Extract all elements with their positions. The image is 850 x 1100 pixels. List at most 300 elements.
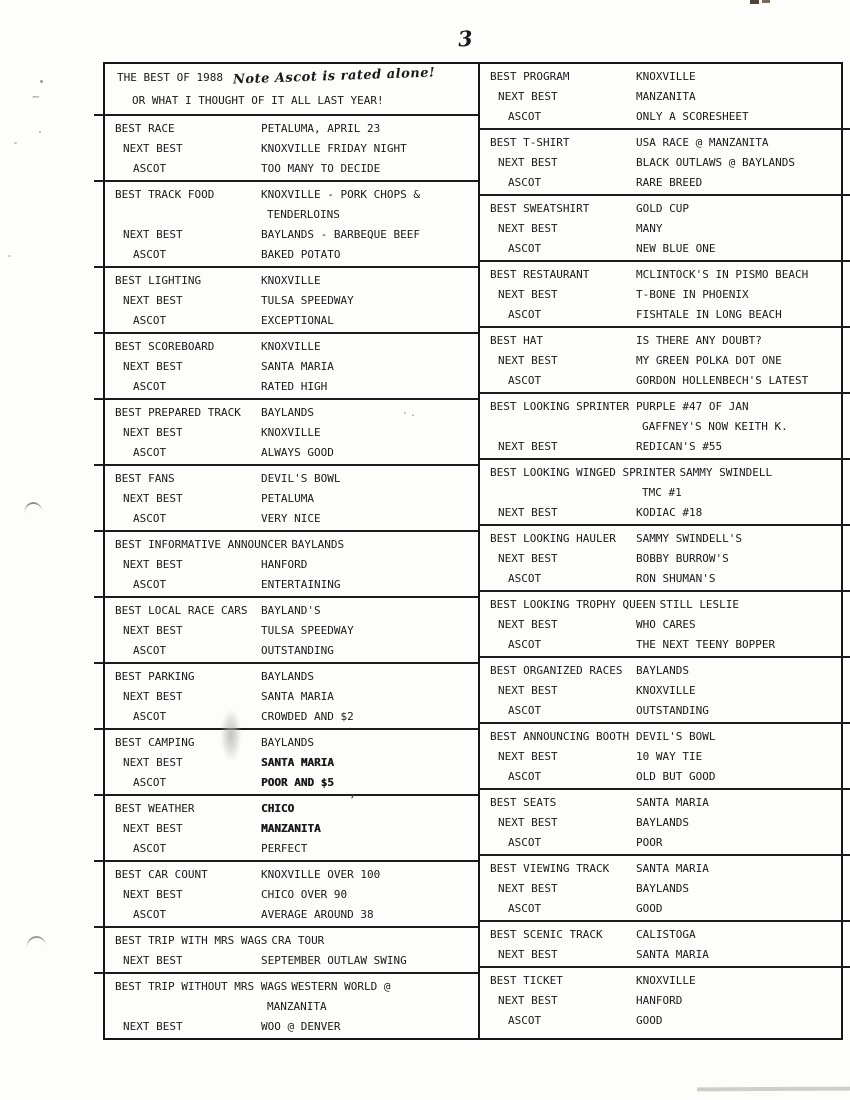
- category-section: [480, 326, 841, 392]
- row-label: NEXT BEST: [123, 425, 183, 439]
- entry-row: [105, 904, 478, 924]
- entry-row: [480, 238, 841, 258]
- category-section: [105, 794, 478, 860]
- row-value: MANZANITA: [267, 999, 327, 1013]
- entry-row: [480, 614, 841, 634]
- entry-row: [105, 376, 478, 396]
- category-row: [480, 528, 841, 548]
- category-section: [480, 590, 841, 656]
- row-label: BEST LOOKING HAULER: [490, 531, 616, 545]
- row-label: NEXT BEST: [498, 89, 558, 103]
- scan-shadow-line: [697, 1087, 850, 1092]
- row-label: NEXT BEST: [123, 557, 183, 571]
- entry-row: [480, 152, 841, 172]
- row-value: DEVIL'S BOWL: [261, 471, 341, 485]
- margin-pen-arc: [25, 935, 46, 950]
- best-of-1988-table: [103, 62, 843, 1040]
- category-section: [480, 788, 841, 854]
- row-value: RON SHUMAN'S: [636, 571, 716, 585]
- row-value: DEVIL'S BOWL: [636, 729, 716, 743]
- entry-row: [105, 884, 478, 904]
- category-section: [105, 180, 478, 266]
- category-row: [105, 600, 478, 620]
- row-label: NEXT BEST: [498, 287, 558, 301]
- row-label: BEST PROGRAM: [490, 69, 570, 83]
- entry-row: [480, 898, 841, 918]
- entry-row: [105, 640, 478, 660]
- row-value: SANTA MARIA: [261, 689, 334, 703]
- entry-row: [105, 442, 478, 462]
- category-section: [480, 656, 841, 722]
- entry-row: [105, 224, 478, 244]
- entry-row: [480, 568, 841, 588]
- corner-ink-mark: [750, 0, 759, 4]
- category-row: [105, 864, 478, 884]
- row-value: VERY NICE: [261, 511, 321, 525]
- row-label: NEXT BEST: [498, 353, 558, 367]
- row-label: ASCOT: [508, 109, 542, 123]
- row-label: BEST TRIP WITHOUT MRS WAGS: [115, 979, 288, 993]
- row-label: BEST SWEATSHIRT: [490, 201, 590, 215]
- category-section: [480, 458, 841, 524]
- row-label: BEST ORGANIZED RACES: [490, 663, 623, 677]
- category-section: [480, 64, 841, 128]
- row-label: BEST HAT: [490, 333, 543, 347]
- row-label: BEST RACE: [115, 121, 175, 135]
- row-value: BLACK OUTLAWS @ BAYLANDS: [636, 155, 795, 169]
- row-label: NEXT BEST: [123, 293, 183, 307]
- entry-row: [480, 502, 841, 522]
- row-value: WHO CARES: [636, 617, 696, 631]
- category-row: [480, 198, 841, 218]
- row-label: NEXT BEST: [123, 821, 183, 835]
- row-value: BAYLANDS: [261, 669, 314, 683]
- stray-comma-mark: ,: [349, 786, 357, 800]
- row-value: BAYLANDS - BARBEQUE BEEF: [261, 227, 420, 241]
- row-value: THE NEXT TEENY BOPPER: [636, 637, 776, 651]
- category-row: [105, 930, 478, 950]
- row-label: NEXT BEST: [498, 439, 558, 453]
- row-value: BAKED POTATO: [261, 247, 341, 261]
- row-label: ASCOT: [133, 577, 167, 591]
- row-value: ALWAYS GOOD: [261, 445, 334, 459]
- category-section: [105, 464, 478, 530]
- row-label: ASCOT: [133, 709, 167, 723]
- row-value: KNOXVILLE: [261, 339, 321, 353]
- row-label: ASCOT: [133, 379, 167, 393]
- row-value: BAYLANDS: [636, 815, 689, 829]
- row-label: BEST WEATHER: [115, 801, 195, 815]
- category-section: [105, 926, 478, 972]
- entry-row: [480, 304, 841, 324]
- category-section: [480, 524, 841, 590]
- category-section: [105, 398, 478, 464]
- margin-speck: [40, 80, 43, 83]
- row-label: BEST TRACK FOOD: [115, 187, 215, 201]
- margin-speck: [14, 142, 17, 144]
- row-label: ASCOT: [133, 511, 167, 525]
- row-label: NEXT BEST: [123, 141, 183, 155]
- entry-row: [105, 204, 478, 224]
- row-value: TOO MANY TO DECIDE: [261, 161, 381, 175]
- row-label: ASCOT: [508, 703, 542, 717]
- row-value: MANZANITA: [636, 89, 696, 103]
- entry-row: [105, 686, 478, 706]
- row-label: NEXT BEST: [498, 881, 558, 895]
- entry-row: [105, 244, 478, 264]
- entry-row: [105, 290, 478, 310]
- row-value: BOBBY BURROW'S: [636, 551, 729, 565]
- entry-row: [480, 1010, 841, 1030]
- table-left-column: [105, 64, 480, 1038]
- row-value: OUTSTANDING: [636, 703, 709, 717]
- category-row: [480, 462, 841, 482]
- category-section: [105, 266, 478, 332]
- category-row: [105, 468, 478, 488]
- entry-row: [105, 138, 478, 158]
- category-row: [105, 976, 478, 996]
- margin-tilde-mark: ∼: [31, 89, 41, 106]
- row-label: ASCOT: [508, 373, 542, 387]
- entry-row: [105, 508, 478, 528]
- entry-row: [480, 766, 841, 786]
- row-label: NEXT BEST: [123, 623, 183, 637]
- row-value: WOO @ DENVER: [261, 1019, 341, 1033]
- row-value: CHICO: [261, 801, 295, 815]
- row-value: SAMMY SWINDELL: [679, 465, 773, 479]
- category-row: [105, 666, 478, 686]
- row-label: NEXT BEST: [498, 617, 558, 631]
- row-label: BEST TRIP WITH MRS WAGS: [115, 933, 268, 947]
- entry-row: [105, 574, 478, 594]
- row-value: KODIAC #18: [636, 505, 703, 519]
- category-row: [105, 270, 478, 290]
- row-value: REDICAN'S #55: [636, 439, 723, 453]
- row-value: TMC #1: [642, 485, 682, 499]
- row-value: PERFECT: [261, 841, 308, 855]
- row-value: FISHTALE IN LONG BEACH: [636, 307, 782, 321]
- row-value: STILL LESLIE: [659, 597, 740, 611]
- row-value: MCLINTOCK'S IN PISMO BEACH: [636, 267, 809, 281]
- row-value: SANTA MARIA: [261, 359, 334, 373]
- row-label: ASCOT: [133, 445, 167, 459]
- row-value: SANTA MARIA: [636, 795, 709, 809]
- ink-smudge: [221, 710, 241, 760]
- row-label: BEST SCOREBOARD: [115, 339, 215, 353]
- entry-row: [480, 350, 841, 370]
- row-value: OUTSTANDING: [261, 643, 334, 657]
- entry-row: [105, 818, 478, 838]
- category-section: [105, 596, 478, 662]
- row-value: PETALUMA, APRIL 23: [261, 121, 381, 135]
- row-value: IS THERE ANY DOUBT?: [636, 333, 762, 347]
- row-label: BEST T-SHIRT: [490, 135, 570, 149]
- row-label: BEST INFORMATIVE ANNOUNCER: [115, 537, 288, 551]
- row-value: SAMMY SWINDELL'S: [636, 531, 742, 545]
- entry-row: [480, 680, 841, 700]
- row-label: NEXT BEST: [123, 491, 183, 505]
- category-row: [480, 132, 841, 152]
- row-value: EXCEPTIONAL: [261, 313, 334, 327]
- row-label: BEST CAR COUNT: [115, 867, 208, 881]
- table-header-section: [105, 64, 478, 114]
- row-label: BEST LOOKING SPRINTER: [490, 399, 630, 413]
- row-value: PETALUMA: [261, 491, 314, 505]
- row-label: BEST RESTAURANT: [490, 267, 590, 281]
- category-row: [480, 970, 841, 990]
- row-value: RATED HIGH: [261, 379, 328, 393]
- row-value: BAYLANDS: [261, 405, 314, 419]
- row-value: KNOXVILLE: [636, 973, 696, 987]
- entry-row: [105, 772, 478, 792]
- row-value: 10 WAY TIE: [636, 749, 703, 763]
- row-label: BEST SEATS: [490, 795, 557, 809]
- entry-row: [480, 482, 841, 502]
- row-value: MANY: [636, 221, 663, 235]
- row-label: BEST LOCAL RACE CARS: [115, 603, 248, 617]
- row-label: BEST LOOKING WINGED SPRINTER: [490, 465, 676, 479]
- category-row: [480, 858, 841, 878]
- row-value: HANFORD: [636, 993, 683, 1007]
- row-value: CRA TOUR: [271, 933, 325, 947]
- row-value: KNOXVILLE FRIDAY NIGHT: [261, 141, 407, 155]
- row-label: NEXT BEST: [498, 155, 558, 169]
- row-label: BEST ANNOUNCING BOOTH: [490, 729, 630, 743]
- row-value: TULSA SPEEDWAY: [261, 623, 354, 637]
- row-value: BAYLANDS: [636, 663, 689, 677]
- row-label: BEST PREPARED TRACK: [115, 405, 241, 419]
- row-label: NEXT BEST: [498, 993, 558, 1007]
- row-label: ASCOT: [508, 637, 542, 651]
- category-section: [105, 860, 478, 926]
- row-label: ASCOT: [508, 307, 542, 321]
- row-label: BEST TICKET: [490, 973, 563, 987]
- entry-row: [480, 878, 841, 898]
- entry-row: [480, 416, 841, 436]
- category-row: [480, 792, 841, 812]
- row-value: TULSA SPEEDWAY: [261, 293, 354, 307]
- row-label: BEST PARKING: [115, 669, 195, 683]
- entry-row: [480, 218, 841, 238]
- category-section: [105, 972, 478, 1038]
- category-section: [105, 530, 478, 596]
- row-label: NEXT BEST: [498, 683, 558, 697]
- row-label: NEXT BEST: [123, 359, 183, 373]
- category-section: [480, 260, 841, 326]
- row-label: NEXT BEST: [123, 689, 183, 703]
- row-label: ASCOT: [508, 901, 542, 915]
- entry-row: [480, 990, 841, 1010]
- category-row: [105, 336, 478, 356]
- category-section: [480, 966, 841, 1032]
- margin-speck: [39, 131, 41, 133]
- category-row: [480, 594, 841, 614]
- entry-row: [480, 172, 841, 192]
- row-label: NEXT BEST: [498, 505, 558, 519]
- row-value: PURPLE #47 OF JAN: [636, 399, 749, 413]
- category-section: [480, 392, 841, 458]
- category-row: [480, 66, 841, 86]
- stray-dot-marks: ·.: [402, 408, 419, 419]
- category-row: [480, 264, 841, 284]
- entry-row: [105, 310, 478, 330]
- row-value: SANTA MARIA: [261, 755, 334, 769]
- row-label: BEST VIEWING TRACK: [490, 861, 610, 875]
- category-section: [480, 128, 841, 194]
- entry-row: [480, 944, 841, 964]
- row-label: NEXT BEST: [123, 227, 183, 241]
- header-title-row: [105, 66, 478, 89]
- row-label: NEXT BEST: [123, 953, 183, 967]
- page-subtitle: OR WHAT I THOUGHT OF IT ALL LAST YEAR!: [132, 94, 384, 107]
- row-value: CROWDED AND $2: [261, 709, 354, 723]
- row-label: ASCOT: [508, 175, 542, 189]
- entry-row: [105, 488, 478, 508]
- row-value: TENDERLOINS: [267, 207, 340, 221]
- row-value: CHICO OVER 90: [261, 887, 348, 901]
- category-section: [105, 332, 478, 398]
- row-value: KNOXVILLE: [261, 273, 321, 287]
- entry-row: [480, 700, 841, 720]
- row-label: ASCOT: [133, 643, 167, 657]
- row-value: KNOXVILLE - PORK CHOPS &: [261, 187, 420, 201]
- row-value: USA RACE @ MANZANITA: [636, 135, 769, 149]
- row-label: NEXT BEST: [123, 1019, 183, 1033]
- row-value: SANTA MARIA: [636, 861, 709, 875]
- row-value: GORDON HOLLENBECH'S LATEST: [636, 373, 809, 387]
- row-value: SANTA MARIA: [636, 947, 709, 961]
- category-row: [480, 726, 841, 746]
- entry-row: [105, 1016, 478, 1036]
- row-value: HANFORD: [261, 557, 308, 571]
- category-row: [105, 534, 478, 554]
- category-section: [480, 920, 841, 966]
- row-value: MANZANITA: [261, 821, 321, 835]
- row-label: ASCOT: [508, 241, 542, 255]
- category-section: [105, 114, 478, 180]
- row-value: ONLY A SCORESHEET: [636, 109, 749, 123]
- row-value: POOR AND $5: [261, 775, 334, 789]
- category-section: [480, 194, 841, 260]
- entry-row: [480, 634, 841, 654]
- row-value: SEPTEMBER OUTLAW SWING: [261, 953, 407, 967]
- entry-row: [105, 158, 478, 178]
- row-label: ASCOT: [133, 841, 167, 855]
- category-section: [480, 722, 841, 788]
- row-label: ASCOT: [508, 769, 542, 783]
- category-row: [480, 396, 841, 416]
- row-label: BEST LOOKING TROPHY QUEEN: [490, 597, 656, 611]
- row-label: ASCOT: [133, 775, 167, 789]
- row-label: NEXT BEST: [123, 887, 183, 901]
- entry-row: [105, 950, 478, 970]
- row-label: ASCOT: [133, 247, 167, 261]
- row-value: POOR: [636, 835, 663, 849]
- table-right-column: [480, 64, 841, 1038]
- row-value: BAYLANDS: [636, 881, 689, 895]
- row-value: GOOD: [636, 901, 663, 915]
- category-row: [105, 184, 478, 204]
- row-value: KNOXVILLE OVER 100: [261, 867, 381, 881]
- row-value: BAYLANDS: [291, 537, 345, 551]
- margin-pen-arc: [23, 501, 42, 514]
- entry-row: [480, 436, 841, 456]
- entry-row: [480, 548, 841, 568]
- category-section: [105, 728, 478, 794]
- row-value: BAYLANDS: [261, 735, 314, 749]
- entry-row: [105, 996, 478, 1016]
- entry-row: [480, 812, 841, 832]
- row-value: MY GREEN POLKA DOT ONE: [636, 353, 782, 367]
- row-value: KNOXVILLE: [261, 425, 321, 439]
- row-value: KNOXVILLE: [636, 69, 696, 83]
- row-value: CALISTOGA: [636, 927, 696, 941]
- margin-speck: [8, 255, 11, 257]
- row-label: NEXT BEST: [498, 947, 558, 961]
- row-label: ASCOT: [508, 571, 542, 585]
- row-value: OLD BUT GOOD: [636, 769, 716, 783]
- row-value: BAYLAND'S: [261, 603, 321, 617]
- entry-row: [480, 284, 841, 304]
- row-label: ASCOT: [508, 1013, 542, 1027]
- entry-row: [480, 106, 841, 126]
- row-label: ASCOT: [133, 313, 167, 327]
- category-row: [105, 798, 478, 818]
- row-label: NEXT BEST: [498, 749, 558, 763]
- entry-row: [105, 620, 478, 640]
- category-row: [105, 402, 478, 422]
- row-label: NEXT BEST: [498, 221, 558, 235]
- page-title: THE BEST OF 1988: [117, 71, 223, 84]
- entry-row: [105, 422, 478, 442]
- row-label: NEXT BEST: [123, 755, 183, 769]
- row-label: BEST FANS: [115, 471, 175, 485]
- category-row: [480, 924, 841, 944]
- handwritten-note: Note Ascot is rated alone!: [232, 65, 436, 88]
- page-number: 3: [457, 25, 474, 52]
- row-value: KNOXVILLE: [636, 683, 696, 697]
- entry-row: [480, 86, 841, 106]
- row-label: ASCOT: [133, 907, 167, 921]
- row-label: BEST SCENIC TRACK: [490, 927, 603, 941]
- entry-row: [105, 706, 478, 726]
- category-row: [105, 118, 478, 138]
- row-label: ASCOT: [133, 161, 167, 175]
- category-section: [105, 662, 478, 728]
- row-value: GAFFNEY'S NOW KEITH K.: [642, 419, 788, 433]
- entry-row: [105, 554, 478, 574]
- row-value: T-BONE IN PHOENIX: [636, 287, 749, 301]
- row-label: NEXT BEST: [498, 551, 558, 565]
- entry-row: [105, 752, 478, 772]
- entry-row: [480, 370, 841, 390]
- row-value: AVERAGE AROUND 38: [261, 907, 374, 921]
- entry-row: [480, 746, 841, 766]
- row-value: WESTERN WORLD @: [291, 979, 391, 993]
- entry-row: [105, 838, 478, 858]
- row-value: NEW BLUE ONE: [636, 241, 716, 255]
- row-value: ENTERTAINING: [261, 577, 341, 591]
- row-value: RARE BREED: [636, 175, 703, 189]
- row-label: BEST LIGHTING: [115, 273, 202, 287]
- category-row: [480, 330, 841, 350]
- entry-row: [105, 356, 478, 376]
- row-label: ASCOT: [508, 835, 542, 849]
- entry-row: [480, 832, 841, 852]
- header-subtitle-row: [105, 89, 478, 112]
- row-label: BEST CAMPING: [115, 735, 195, 749]
- row-label: NEXT BEST: [498, 815, 558, 829]
